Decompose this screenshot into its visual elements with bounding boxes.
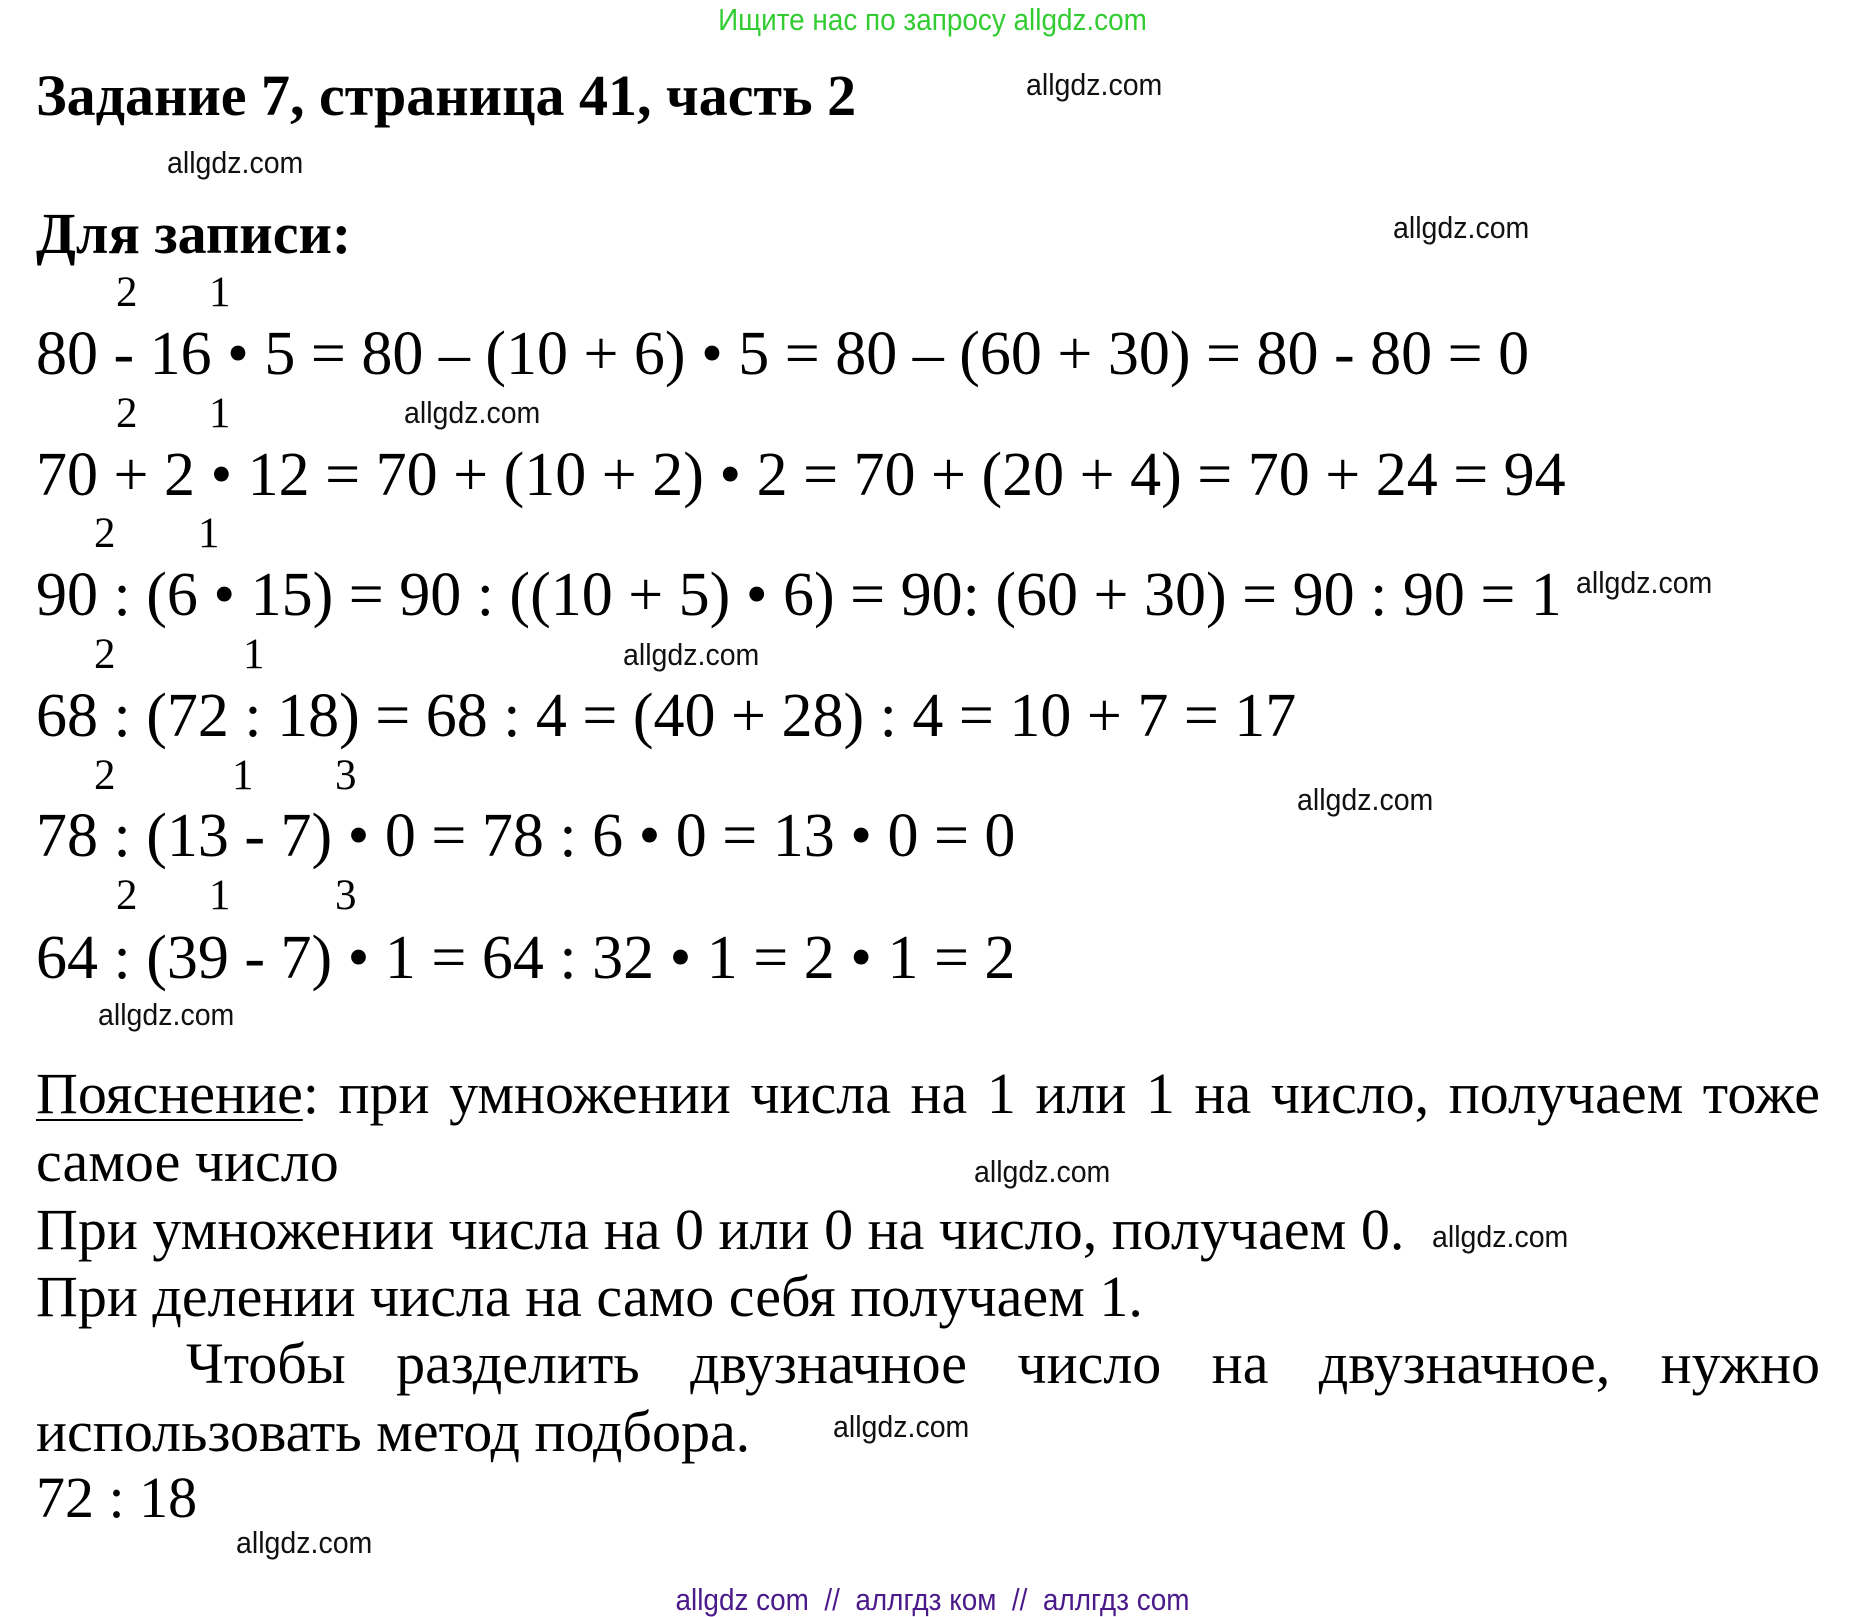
equation-line: 70 + 2 • 12 = 70 + (10 + 2) • 2 = 70 + (20 + 4) = 70 + 24 = 94 (36, 441, 1566, 509)
search-banner[interactable]: Ищите нас по запросу allgdz.com (718, 2, 1147, 37)
equation-line: 78 : (13 - 7) • 0 = 78 : 6 • 0 = 13 • 0 = 0 (36, 802, 1016, 870)
equation-line: 64 : (39 - 7) • 1 = 64 : 32 • 1 = 2 • 1 = 2 (36, 924, 1016, 992)
watermark: allgdz.com (1576, 565, 1713, 600)
watermark: allgdz.com (236, 1525, 373, 1560)
watermark: allgdz.com (98, 997, 235, 1032)
watermark: allgdz.com (623, 637, 760, 672)
explanation-line: самое число (36, 1129, 339, 1194)
order-number: 2 (116, 390, 138, 437)
explanation-label: Пояснение (36, 1061, 303, 1126)
order-number: 2 (94, 631, 116, 678)
order-number: 1 (232, 752, 254, 799)
explanation-line (36, 1061, 1820, 1126)
watermark: allgdz.com (1026, 67, 1163, 102)
watermark: allgdz.com (167, 145, 304, 180)
watermark: allgdz.com (404, 395, 541, 430)
watermark: allgdz.com (974, 1154, 1111, 1189)
order-number: 1 (243, 631, 265, 678)
watermark: allgdz.com (1393, 210, 1530, 245)
order-number: 2 (116, 872, 138, 919)
order-number: 2 (94, 752, 116, 799)
order-number: 1 (209, 269, 231, 316)
footer-links[interactable]: allgdz com // аллгдз ком // аллгдз com (675, 1582, 1190, 1617)
watermark: allgdz.com (833, 1409, 970, 1444)
watermark: allgdz.com (1297, 782, 1434, 817)
order-number: 3 (335, 752, 357, 799)
equation-line: 68 : (72 : 18) = 68 : 4 = (40 + 28) : 4 = 10 + 7 = 17 (36, 682, 1297, 750)
page-title: Задание 7, страница 41, часть 2 (36, 63, 857, 128)
order-number: 2 (116, 269, 138, 316)
order-number: 3 (335, 872, 357, 919)
equation-line: 90 : (6 • 15) = 90 : ((10 + 5) • 6) = 90: (60 + 30) = 90 : 90 = 1 (36, 561, 1562, 629)
watermark: allgdz.com (1432, 1219, 1569, 1254)
equation-line: 80 - 16 • 5 = 80 – (10 + 6) • 5 = 80 – (60 + 30) = 80 - 80 = 0 (36, 320, 1530, 388)
order-number: 1 (209, 390, 231, 437)
order-number: 1 (198, 510, 220, 557)
explanation-line: При умножении числа на 0 или 0 на число, получаем 0. (36, 1197, 1405, 1262)
explanation-text: : при умножении числа на 1 или 1 на число, получаем тоже (302, 1061, 1820, 1126)
order-number: 2 (94, 510, 116, 557)
explanation-line: Чтобы разделить двузначное число на двузначное, нужно (186, 1331, 1820, 1396)
explanation-line: 72 : 18 (36, 1465, 198, 1530)
explanation-line: При делении числа на само себя получаем 1. (36, 1264, 1143, 1329)
explanation-line: использовать метод подбора. (36, 1399, 751, 1464)
section-heading: Для записи: (36, 201, 352, 266)
order-number: 1 (209, 872, 231, 919)
